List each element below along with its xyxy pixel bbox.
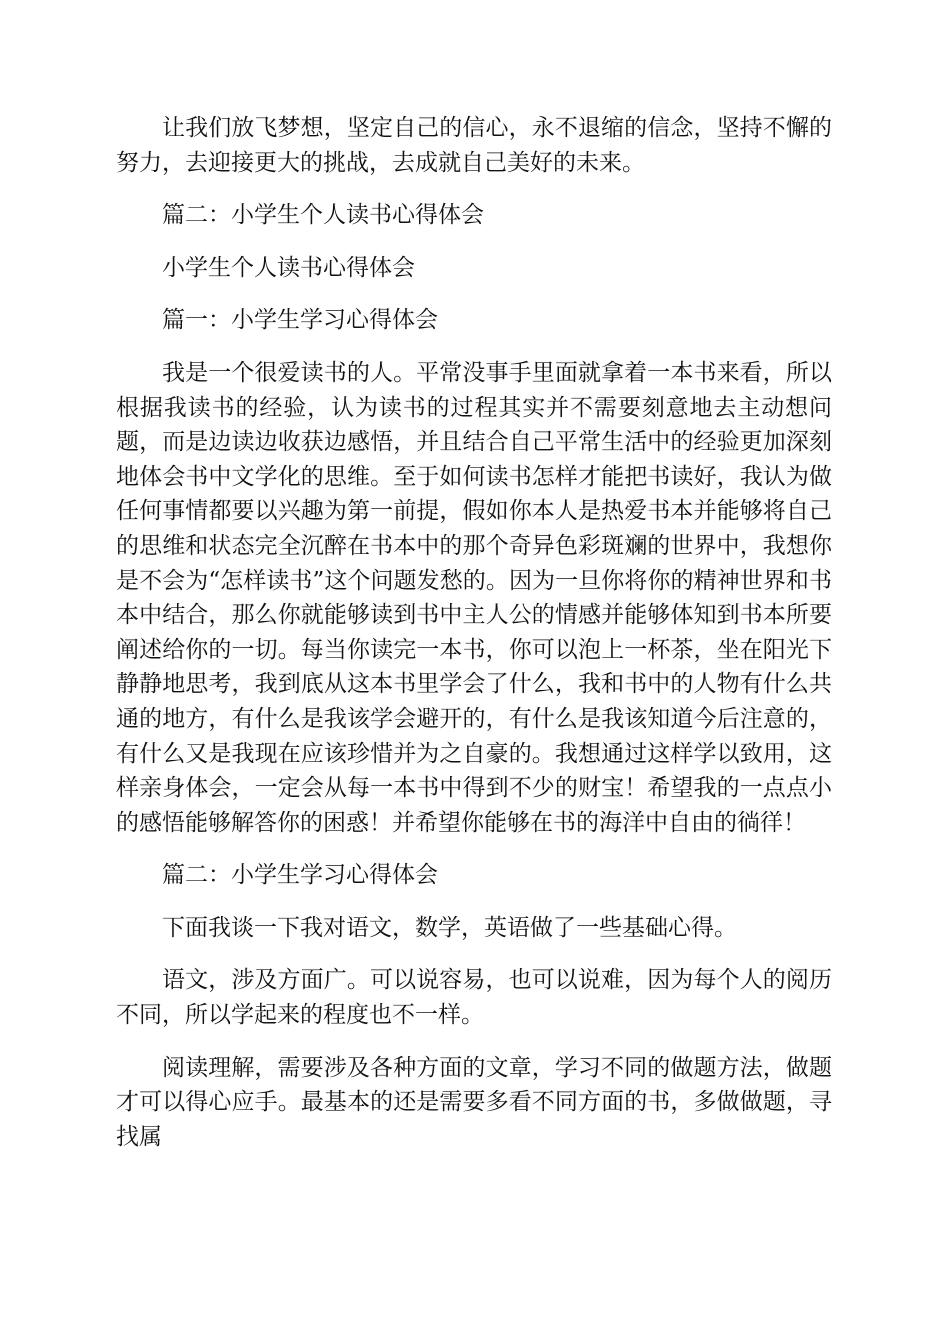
article-title: 小学生个人读书心得体会 xyxy=(162,254,415,281)
paragraph-body: 语文，涉及方面广。可以说容易，也可以说难，因为每个人的阅历不同，所以学起来的程度也不一样。 xyxy=(116,967,832,1029)
document-body xyxy=(116,111,832,1154)
section-heading: 篇二：小学生学习心得体会 xyxy=(162,862,438,889)
paragraph-closing: 让我们放飞梦想，坚定自己的信心，永不退缩的信念，坚持不懈的努力，去迎接更大的挑战，去成就自己美好的未来。 xyxy=(116,115,832,176)
section-heading: 篇一：小学生学习心得体会 xyxy=(162,307,438,334)
paragraph-body: 下面我谈一下我对语文，数学，英语做了一些基础心得。 xyxy=(162,914,737,941)
section-heading: 篇二：小学生个人读书心得体会 xyxy=(162,202,484,229)
paragraph-body: 阅读理解，需要涉及各种方面的文章，学习不同的做题方法，做题才可以得心应手。最基本的还是需要多看不同方面的书，多做做题，寻找属 xyxy=(116,1054,832,1150)
paragraph-body: 我是一个很爱读书的人。平常没事手里面就拿着一本书来看，所以根据我读书的经验，认为读书的过程其实并不需要刻意地去主动想问题，而是边读边收获边感悟，并且结合自己平常生活中的经验更加深刻地体会书中文学化的思维。至于如何读书怎样才能把书读好，我认为做任何事情都要以兴趣为第一前提，假如你本人是热爱书本并能够将自己的思维和状态完全沉醉在书本中的那个奇异色彩斑斓的世界中，我想你是不会为“怎样读书”这个问题发愁的。因为一旦你将你的精神世界和书本中结合，那么你就能够读到书中主人公的情感并能够体知到书本所要阐述给你的一切。每当你读完一本书，你可以泡上一杯茶，坐在阳光下静静地思考，我到底从这本书里学会了什么，我和书中的人物有什么共通的地方，有什么是我该学会避开的，有什么是我该知道今后注意的，有什么又是我现在应该珍惜并为之自豪的。我想通过这样学以致用，这样亲身体会，一定会从每一本书中得到不少的财宝！希望我的一点点小的感悟能够解答你的困惑！并希望你能够在书的海洋中自由的徜徉！ xyxy=(116,359,832,836)
